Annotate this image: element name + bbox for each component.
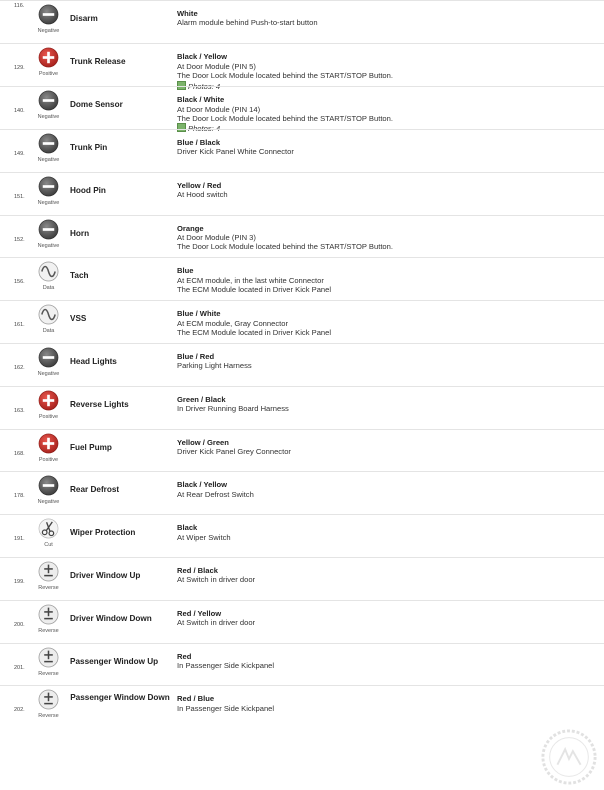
polarity-label: Data [42, 285, 55, 292]
location-note: The Door Lock Module located behind the START/STOP Button. [177, 242, 393, 252]
negative-icon [38, 133, 59, 154]
wire-color: Black / Yellow [177, 52, 228, 62]
location-note: At Switch in driver door [177, 618, 256, 628]
wire-number: 178. [14, 493, 25, 500]
wire-function: Rear Defrost [70, 485, 120, 495]
polarity-label: Reverse [38, 627, 59, 634]
wire-function: Reverse Lights [70, 399, 129, 409]
polarity-label: Positive [38, 71, 59, 78]
wire-function: Dome Sensor [70, 100, 123, 110]
location-note: Driver Kick Panel Grey Connector [177, 446, 291, 456]
wire-number: 168. [14, 450, 25, 457]
location-note: Driver Kick Panel White Connector [177, 147, 294, 157]
wire-color: Green / Black [177, 394, 226, 404]
polarity-label: Negative [37, 370, 60, 377]
negative-icon [38, 347, 59, 368]
location-note: At Door Module (PIN 3) [177, 232, 256, 242]
negative-icon [38, 90, 59, 111]
plus-minus-icon [38, 604, 59, 625]
wire-function: Trunk Pin [70, 142, 108, 152]
wire-row [0, 86, 604, 134]
wire-number: 162. [14, 364, 25, 371]
location-note: The ECM Module located in Driver Kick Panel [177, 285, 332, 295]
polarity-label: Reverse [38, 670, 59, 677]
data-wave-icon [38, 261, 59, 282]
wire-color: Blue / Black [177, 137, 221, 147]
wire-description [177, 9, 318, 28]
location-note: Alarm module behind Push-to-start button [177, 18, 318, 28]
negative-icon [38, 475, 59, 496]
polarity-label: Data [42, 328, 55, 335]
polarity-label: Positive [38, 456, 59, 463]
wire-color: Blue / White [177, 309, 221, 319]
plus-minus-icon [38, 647, 59, 668]
location-note: The Door Lock Module located behind the START/STOP Button. [177, 71, 393, 81]
location-note: At Switch in driver door [177, 575, 256, 585]
wire-function: Driver Window Up [70, 570, 141, 580]
negative-icon [38, 176, 59, 197]
location-note: At Wiper Switch [177, 532, 231, 542]
wire-function: Tach [70, 271, 89, 281]
wire-row [0, 643, 604, 686]
location-note: The ECM Module located in Driver Kick Panel [177, 327, 332, 337]
polarity-label: Reverse [38, 713, 59, 720]
wire-description [177, 609, 255, 628]
location-note: At Hood switch [177, 190, 228, 200]
location-note: In Passenger Side Kickpanel [177, 703, 275, 713]
wire-description [177, 138, 294, 157]
location-note: At Door Module (PIN 5) [177, 61, 256, 71]
wire-row [0, 557, 604, 600]
wire-function: Trunk Release [70, 57, 126, 67]
polarity-label: Negative [37, 28, 60, 34]
wire-row [0, 429, 604, 472]
wire-color: Red / Black [177, 565, 218, 575]
negative-icon [38, 4, 59, 25]
wire-number: 161. [14, 322, 25, 329]
wire-row [0, 129, 604, 172]
positive-icon [38, 390, 59, 411]
wire-function: Passenger Window Down [70, 693, 170, 703]
location-note: Parking Light Harness [177, 361, 252, 371]
wire-row [0, 343, 604, 386]
wire-number: 199. [14, 578, 25, 585]
watermark-seal-icon [540, 728, 598, 786]
wire-row [0, 386, 604, 429]
location-note: At ECM module, Gray Connector [177, 318, 288, 328]
wire-description [177, 181, 228, 200]
wire-row [0, 215, 604, 258]
location-note: In Passenger Side Kickpanel [177, 660, 275, 670]
wire-description [177, 566, 255, 585]
wire-color: Yellow / Red [177, 180, 222, 190]
data-wave-icon [38, 304, 59, 325]
wire-function: Disarm [70, 14, 98, 23]
location-note: At Rear Defrost Switch [177, 489, 254, 499]
wire-color: Black / White [177, 95, 225, 105]
wire-function: Hood Pin [70, 185, 106, 195]
wire-color: White [177, 9, 198, 18]
wire-color: Orange [177, 223, 204, 233]
location-note: At ECM module, in the last white Connector [177, 275, 324, 285]
wire-function: Wiper Protection [70, 528, 136, 538]
wire-color: Black [177, 523, 198, 533]
polarity-label: Reverse [38, 584, 59, 591]
positive-icon [38, 47, 59, 68]
wire-row [0, 300, 604, 343]
wire-row [0, 600, 604, 643]
polarity-label: Negative [37, 156, 60, 163]
positive-icon [38, 433, 59, 454]
wire-description [177, 352, 252, 371]
wire-color: Yellow / Green [177, 437, 229, 447]
wire-description [177, 438, 291, 457]
wire-description [177, 480, 254, 499]
wire-color: Blue / Red [177, 351, 215, 361]
polarity-label: Cut [44, 542, 53, 549]
wire-row [0, 172, 604, 215]
wire-number: 200. [14, 621, 25, 628]
location-note: The Door Lock Module located behind the START/STOP Button. [177, 114, 393, 123]
wire-number: 201. [14, 664, 25, 671]
wire-function: Driver Window Down [70, 613, 152, 623]
wire-number: 156. [14, 279, 25, 286]
wire-row [0, 471, 604, 514]
wire-color: Red [177, 651, 192, 661]
negative-icon [38, 219, 59, 240]
wire-description [177, 224, 393, 252]
plus-minus-icon [38, 689, 59, 710]
plus-minus-icon [38, 561, 59, 582]
wire-color: Red / Blue [177, 694, 215, 704]
polarity-label: Negative [37, 114, 60, 121]
wire-description [177, 309, 331, 337]
wire-description [177, 523, 231, 542]
polarity-label: Negative [37, 242, 60, 249]
photos-label: Photos: 4 [188, 124, 221, 134]
wire-function: Horn [70, 228, 90, 238]
wire-number: 202. [14, 707, 25, 714]
polarity-label: Negative [37, 499, 60, 506]
polarity-label: Negative [37, 199, 60, 206]
wire-function: VSS [70, 314, 87, 324]
wire-description [177, 694, 274, 713]
wire-row [0, 43, 604, 91]
wire-number: 129. [14, 65, 25, 72]
wire-color: Blue [177, 266, 194, 276]
wire-function: Passenger Window Up [70, 656, 159, 666]
wire-number: 140. [14, 108, 25, 115]
wire-number: 116. [14, 3, 25, 9]
wire-function: Fuel Pump [70, 442, 112, 452]
wire-row [0, 0, 604, 43]
location-note: In Driver Running Board Harness [177, 404, 289, 414]
wire-function: Head Lights [70, 356, 117, 366]
wire-row [0, 514, 604, 557]
scissors-icon [38, 518, 59, 539]
wire-number: 152. [14, 236, 25, 243]
wire-number: 191. [14, 536, 25, 543]
wire-color: Black / Yellow [177, 480, 228, 490]
wire-number: 151. [14, 193, 25, 200]
polarity-label: Positive [38, 413, 59, 420]
wire-number: 163. [14, 407, 25, 414]
location-note: At Door Module (PIN 14) [177, 104, 261, 114]
wire-description [177, 266, 331, 294]
wire-description [177, 652, 274, 671]
wire-description [177, 395, 289, 414]
wire-number: 149. [14, 150, 25, 157]
photos-label: Photos: 4 [188, 81, 221, 91]
wire-color: Red / Yellow [177, 608, 222, 618]
wire-row [0, 685, 604, 728]
wire-row [0, 257, 604, 300]
